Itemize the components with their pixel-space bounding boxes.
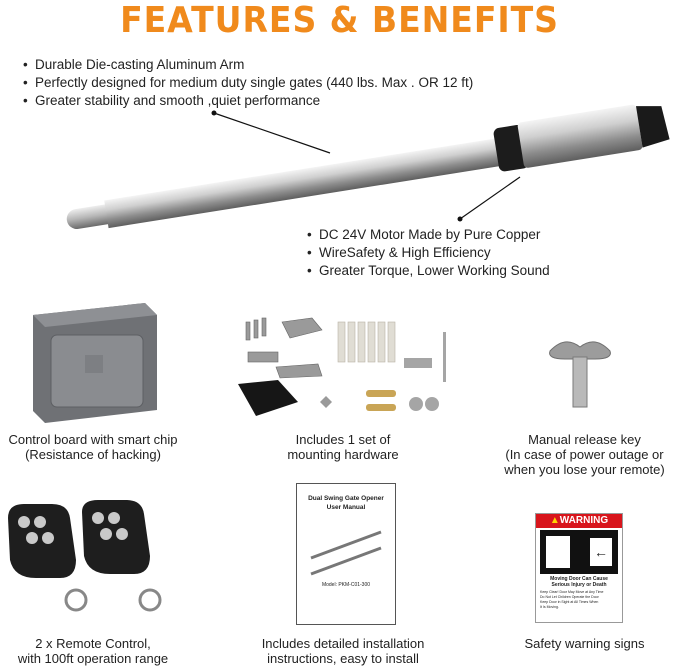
- manual-arm-illustration: [297, 512, 395, 582]
- caption-line: Includes detailed installation: [261, 636, 425, 651]
- motor-feature-list: [307, 226, 550, 280]
- user-manual-image: [296, 483, 396, 625]
- callout-line: [460, 177, 520, 219]
- caption-line: 2 x Remote Control,: [35, 636, 151, 651]
- warning-pictogram: ←: [540, 530, 618, 574]
- warning-sign-image: ▲WARNING ← Moving Door Can Cause Serious Injury or Death Keep Clear! Door May Move at Any Time Do Not Let Children Operate the Door Keep Door in Sight at All Times When It Is Moving.: [535, 513, 623, 623]
- release-key-image: [535, 333, 625, 413]
- feature-item: • Greater stability and smooth ,quiet performance: [23, 92, 473, 110]
- gate-opener-arm-image: [0, 95, 679, 230]
- warning-header: WARNING: [559, 515, 609, 526]
- caption-line: when you lose your remote): [504, 462, 665, 477]
- caption-line: Manual release key: [528, 432, 641, 447]
- manual-caption: [248, 636, 438, 666]
- feature-item: • Durable Die-casting Aluminum Arm: [23, 56, 473, 74]
- warning-small-line: Keep Clear! Door May Move at Any Time: [540, 590, 604, 594]
- warning-small-line: It Is Moving.: [540, 605, 559, 609]
- release-key-caption: [490, 432, 679, 477]
- warning-line: Serious Injury or Death: [551, 582, 607, 588]
- caption-line: Safety warning signs: [524, 636, 645, 651]
- warning-small-line: Keep Door in Sight at All Times When: [540, 600, 599, 604]
- manual-subtitle: User Manual: [326, 504, 366, 511]
- control-board-caption: [0, 432, 186, 462]
- mounting-hardware-image: [238, 312, 450, 424]
- mounting-hardware-caption: [248, 432, 438, 462]
- page-title: FEATURES & BENEFITS: [120, 0, 559, 41]
- caption-line: Control board with smart chip: [8, 432, 178, 447]
- manual-model: Model: PKM-C01-300: [321, 582, 371, 588]
- feature-item: • Perfectly designed for medium duty single gates (440 lbs. Max . OR 12 ft): [23, 74, 473, 92]
- feature-item: • DC 24V Motor Made by Pure Copper: [307, 226, 550, 244]
- control-box-image: [25, 295, 165, 425]
- caption-line: (In case of power outage or: [505, 447, 664, 462]
- caption-line: with 100ft operation range: [17, 651, 169, 666]
- warning-line: Moving Door Can Cause: [550, 576, 608, 582]
- caption-line: Includes 1 set of: [295, 432, 391, 447]
- remote-control-caption: [0, 636, 186, 666]
- callout-line: [214, 113, 330, 153]
- manual-title: Dual Swing Gate Opener: [308, 495, 384, 502]
- warning-small-line: Do Not Let Children Operate the Door: [540, 595, 599, 599]
- feature-item: • WireSafety & High Efficiency: [307, 244, 550, 262]
- caption-line: mounting hardware: [287, 447, 399, 462]
- feature-item: • Greater Torque, Lower Working Sound: [307, 262, 550, 280]
- caption-line: (Resistance of hacking): [25, 447, 161, 462]
- warning-caption: [490, 636, 679, 651]
- caption-line: instructions, easy to install: [267, 651, 419, 666]
- remote-controls-image: [6, 500, 166, 628]
